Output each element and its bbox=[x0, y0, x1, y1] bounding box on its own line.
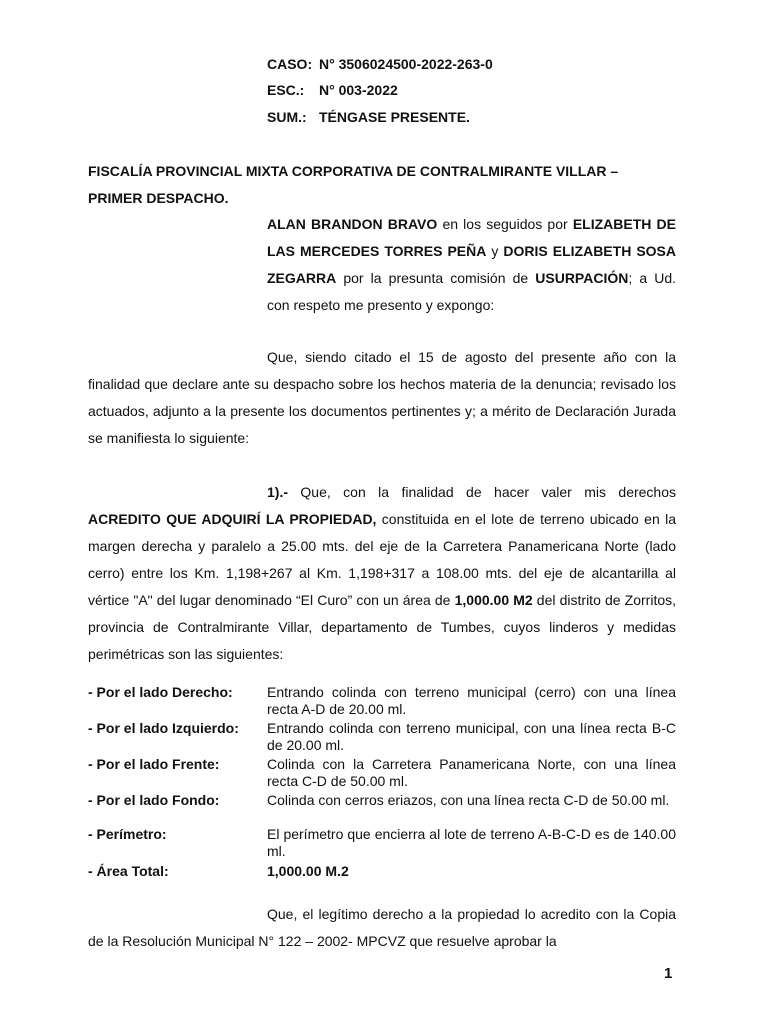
property-area: 1,000.00 M2 bbox=[454, 592, 533, 608]
boundary-label: - Área Total: bbox=[88, 863, 169, 879]
page-number: 1 bbox=[664, 965, 673, 982]
summary-label: SUM.: bbox=[267, 109, 307, 125]
paragraph-resolution: Que, el legítimo derecho a la propiedad lo acredito con la Copia de la Resolución Municipal N° 122 – 2002- MPCVZ que resuelve aprobar la bbox=[88, 906, 676, 949]
accused-party-1: ELIZABETH DE LAS MERCEDES TORRES PEÑA bbox=[267, 216, 677, 259]
boundary-label: - Por el lado Izquierdo: bbox=[88, 720, 239, 736]
petitioner-name: ALAN BRANDON BRAVO bbox=[267, 216, 438, 232]
escrito-value: N° 003-2022 bbox=[319, 82, 398, 98]
accused-party-2: DORIS ELIZABETH SOSA ZEGARRA bbox=[267, 243, 676, 286]
case-number-line bbox=[267, 56, 493, 73]
paragraph-property: 1).- Que, con la finalidad de hacer valer mis derechos ACREDITO QUE ADQUIRÍ LA PROPIEDAD, constituida en el lote de terreno ubicado en la margen derecha y paralelo a 25.00 mts. del eje de la Carretera Panamericana Norte (lado cerro) entre los Km. 1,198+267 al Km. 1,198+317 a 108.00 mts. del eje de alcantarilla al vértice "A" del lugar denominado “El Curo” con un área de 1,000.00 M2 del distrito de Zorritos, provincia de Contralmirante Villar, departamento de Tumbes, cuyos linderos y medidas perimétricas son las siguientes: bbox=[88, 484, 677, 662]
boundary-value: Entrando colinda con terreno municipal (cerro) con una línea recta A-D de 20.00 ml. bbox=[267, 684, 676, 717]
paragraph-citation: Que, siendo citado el 15 de agosto del presente año con la finalidad que declare ante su despacho sobre los hechos materia de la denuncia; revisado los actuados, adjunto a la presente los documentos pertinentes y; a mérito de Declaración Jurada se manifiesta lo siguiente: bbox=[88, 349, 676, 446]
summary-line bbox=[267, 109, 470, 126]
boundary-value: Colinda con la Carretera Panamericana Norte, con una línea recta C-D de 50.00 ml. bbox=[267, 756, 676, 789]
addressee-line-1: FISCALÍA PROVINCIAL MIXTA CORPORATIVA DE CONTRALMIRANTE VILLAR – bbox=[88, 163, 619, 179]
escrito-label: ESC.: bbox=[267, 82, 305, 98]
intro-block: ALAN BRANDON BRAVO en los seguidos por ELIZABETH DE LAS MERCEDES TORRES PEÑA y DORIS ELIZABETH SOSA ZEGARRA por la presunta comisión de USURPACIÓN; a Ud. con respeto me presento y expongo: bbox=[267, 216, 677, 313]
boundary-value: El perímetro que encierra al lote de terreno A-B-C-D es de 140.00 ml. bbox=[267, 826, 676, 859]
addressee-line-2: PRIMER DESPACHO. bbox=[88, 190, 229, 206]
escrito-number-line bbox=[267, 82, 398, 99]
boundary-label: - Por el lado Derecho: bbox=[88, 684, 233, 700]
boundary-value: Entrando colinda con terreno municipal, con una línea recta B-C de 20.00 ml. bbox=[267, 720, 676, 753]
boundary-value: 1,000.00 M.2 bbox=[267, 863, 349, 879]
boundary-label: - Por el lado Fondo: bbox=[88, 792, 220, 808]
boundary-label: - Perímetro: bbox=[88, 826, 167, 842]
summary-value: TÉNGASE PRESENTE. bbox=[319, 109, 470, 125]
case-label: CASO: bbox=[267, 56, 313, 72]
item-number: 1).- bbox=[267, 484, 288, 500]
crime-name: USURPACIÓN bbox=[535, 270, 629, 286]
boundary-value: Colinda con cerros eriazos, con una línea recta C-D de 50.00 ml. bbox=[267, 792, 670, 808]
boundary-label: - Por el lado Frente: bbox=[88, 756, 220, 772]
property-claim: ACREDITO QUE ADQUIRÍ LA PROPIEDAD, bbox=[88, 511, 377, 527]
case-value: N° 3506024500-2022-263-0 bbox=[319, 56, 493, 72]
